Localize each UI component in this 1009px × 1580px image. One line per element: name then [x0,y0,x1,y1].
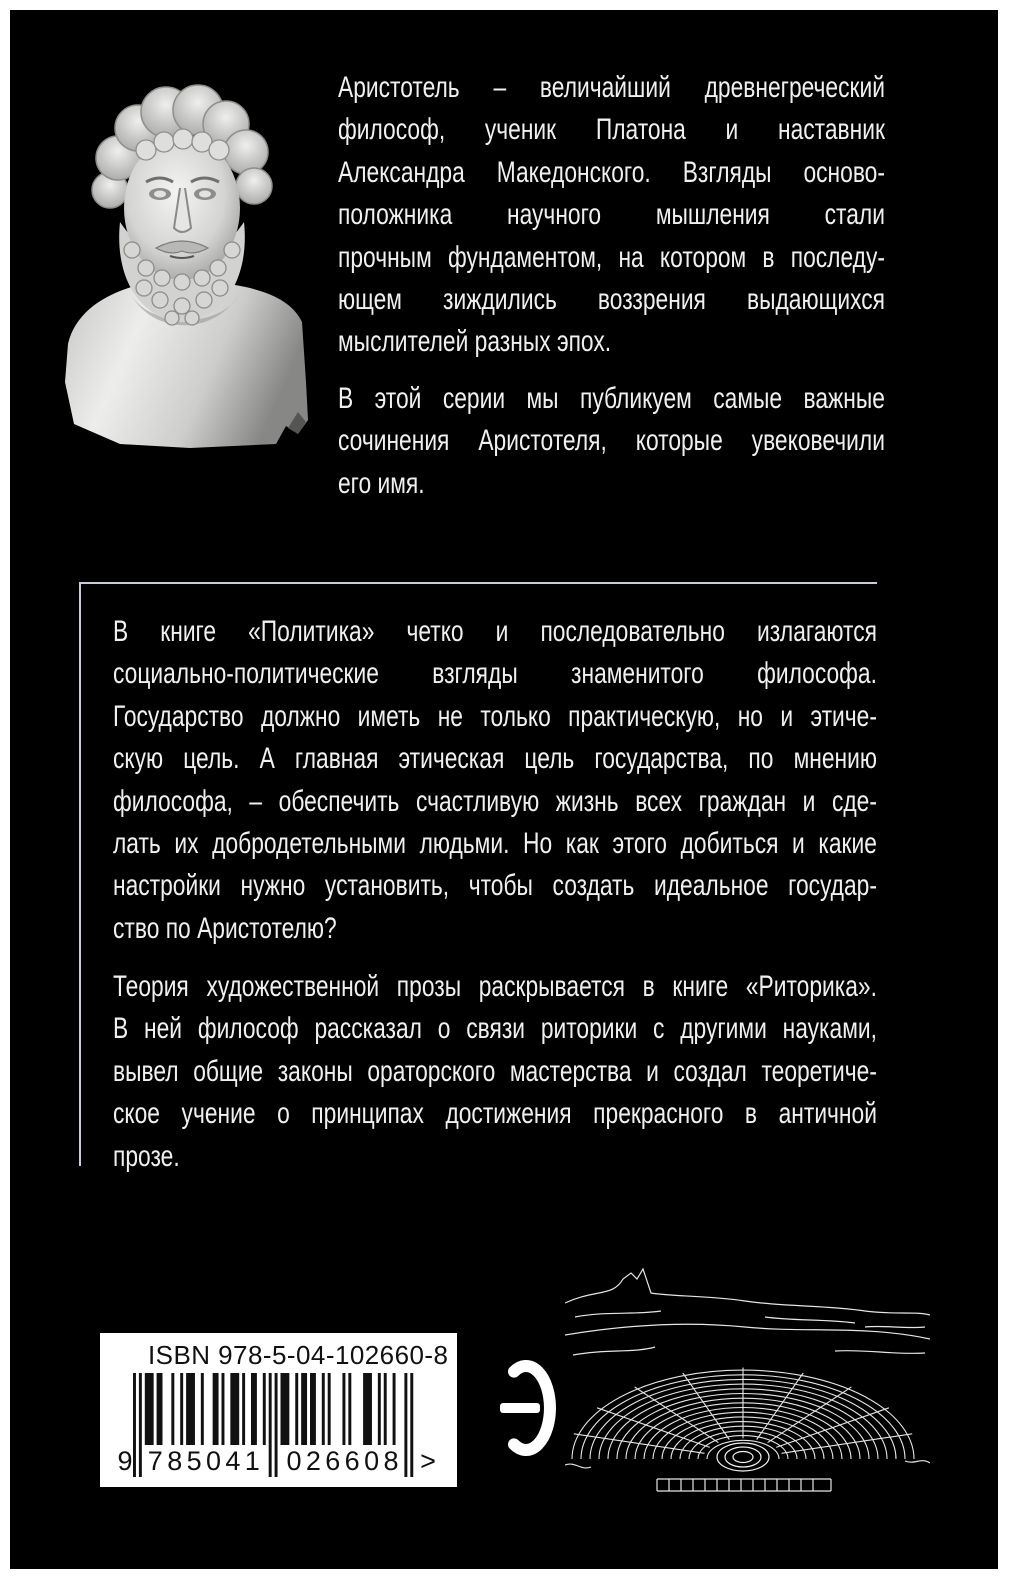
text-line: лать их добродетельными людьми. Но как этого добиться и какие [113,826,877,860]
text-line: сочинения Аристотеля, которые увековечили [338,424,885,458]
amphitheater-stair [757,1373,804,1440]
barcode-bar [322,1373,325,1445]
amphitheater-stair [776,1408,889,1448]
barcode-bar [378,1373,381,1445]
text-line: вывел общие законы ораторского мастерства и создал теоретиче- [113,1054,877,1088]
barcode-bar [348,1373,351,1445]
barcode-left-digits: 785041 [147,1446,260,1476]
aristotle-bust [62,82,310,454]
barcode-bar [171,1373,174,1445]
barcode-bar [363,1373,372,1445]
barcode-bar [393,1373,396,1445]
text-line: ское учение о принципах достижения прекрасного в античной [113,1097,877,1131]
bust-face [124,129,240,280]
text-line: Александра Македонского. Взгляды осново- [338,155,885,189]
text-line: ство по Аристотелю? [113,911,337,945]
eksmo-logo-icon [496,1356,562,1464]
isbn-label: ISBN 978-5-04-102660-8 [148,1340,448,1370]
barcode-bar [263,1373,266,1445]
text-line: В ней философ рассказал о связи риторики с другими науками, [113,1012,877,1046]
text-line: настройки нужно установить, чтобы создать идеальное государ- [113,869,877,903]
barcode-bar [213,1373,219,1445]
amphitheater-stair [683,1373,730,1440]
barcode-bar [222,1373,225,1445]
barcode-bar [157,1373,163,1445]
barcode-bar [269,1373,272,1477]
description-paragraph-2 [113,966,877,1178]
barcode-bar [384,1373,387,1445]
barcode-bar [295,1373,298,1445]
text-line: социально-политические взгляды знаменитого философа. [113,657,877,691]
text-line: прозе. [113,1139,180,1173]
description-paragraph-1 [113,611,877,950]
barcode-bar [242,1373,245,1445]
text-line: прочным фундаментом, на котором в последу- [338,240,885,274]
amphitheater-orchestra [717,1443,769,1471]
text-line: Аристотель – величайший древнегреческий [338,71,885,104]
barcode-bar [301,1373,307,1445]
text-line: В книге «Политика» четко и последовательно излагаются [113,615,877,648]
isbn-barcode [100,1333,457,1487]
barcode-bar [281,1373,290,1445]
amphitheater-sketch [565,1265,930,1500]
text-line: положника научного мышления стали [338,198,885,232]
barcode-bar [328,1373,331,1445]
text-line: скую цель. А главная этическая цель государства, по мнению [113,742,877,776]
barcode-bar [310,1373,316,1445]
text-line: философ, ученик Платона и наставник [338,113,885,147]
amphitheater-stair [597,1408,710,1448]
text-line: Теория художественной прозы раскрывается в книге «Риторика». [113,970,877,1003]
text-line: его имя. [338,466,425,500]
barcode-bar [180,1373,183,1445]
barcode-bar [201,1373,204,1445]
frame-line-left [79,582,81,1166]
barcode-bar [186,1373,195,1445]
barcode-bar [251,1373,257,1445]
text-line: В этой серии мы публикуем самые важные [338,382,885,415]
barcode-bar [145,1373,154,1445]
barcode-end-mark: > [420,1446,436,1476]
intro-paragraph-2 [338,378,885,505]
text-line: ющем зиждились воззрения выдающихся [338,282,885,316]
amphitheater-tiers [572,1368,914,1460]
barcode-bar [342,1373,345,1445]
barcode-right-digits: 026608 [286,1446,399,1476]
barcode-bar [275,1373,278,1477]
text-line: философа, – обеспечить счастливую жизнь всех граждан и сде- [113,784,877,818]
landscape [565,1269,930,1468]
amphitheater-stage [657,1479,831,1491]
barcode-bar [133,1373,136,1477]
barcode-first-digit: 9 [117,1446,133,1476]
barcode-bar [404,1373,407,1477]
barcode-bar [139,1373,142,1477]
barcode-bar [410,1373,413,1477]
text-line: Государство должно иметь не только практическую, но и этиче- [113,699,877,733]
intro-paragraph-1 [338,67,885,364]
text-line: мыслителей разных эпох. [338,325,612,359]
barcode-bar [230,1373,239,1445]
frame-line-top [80,582,877,584]
